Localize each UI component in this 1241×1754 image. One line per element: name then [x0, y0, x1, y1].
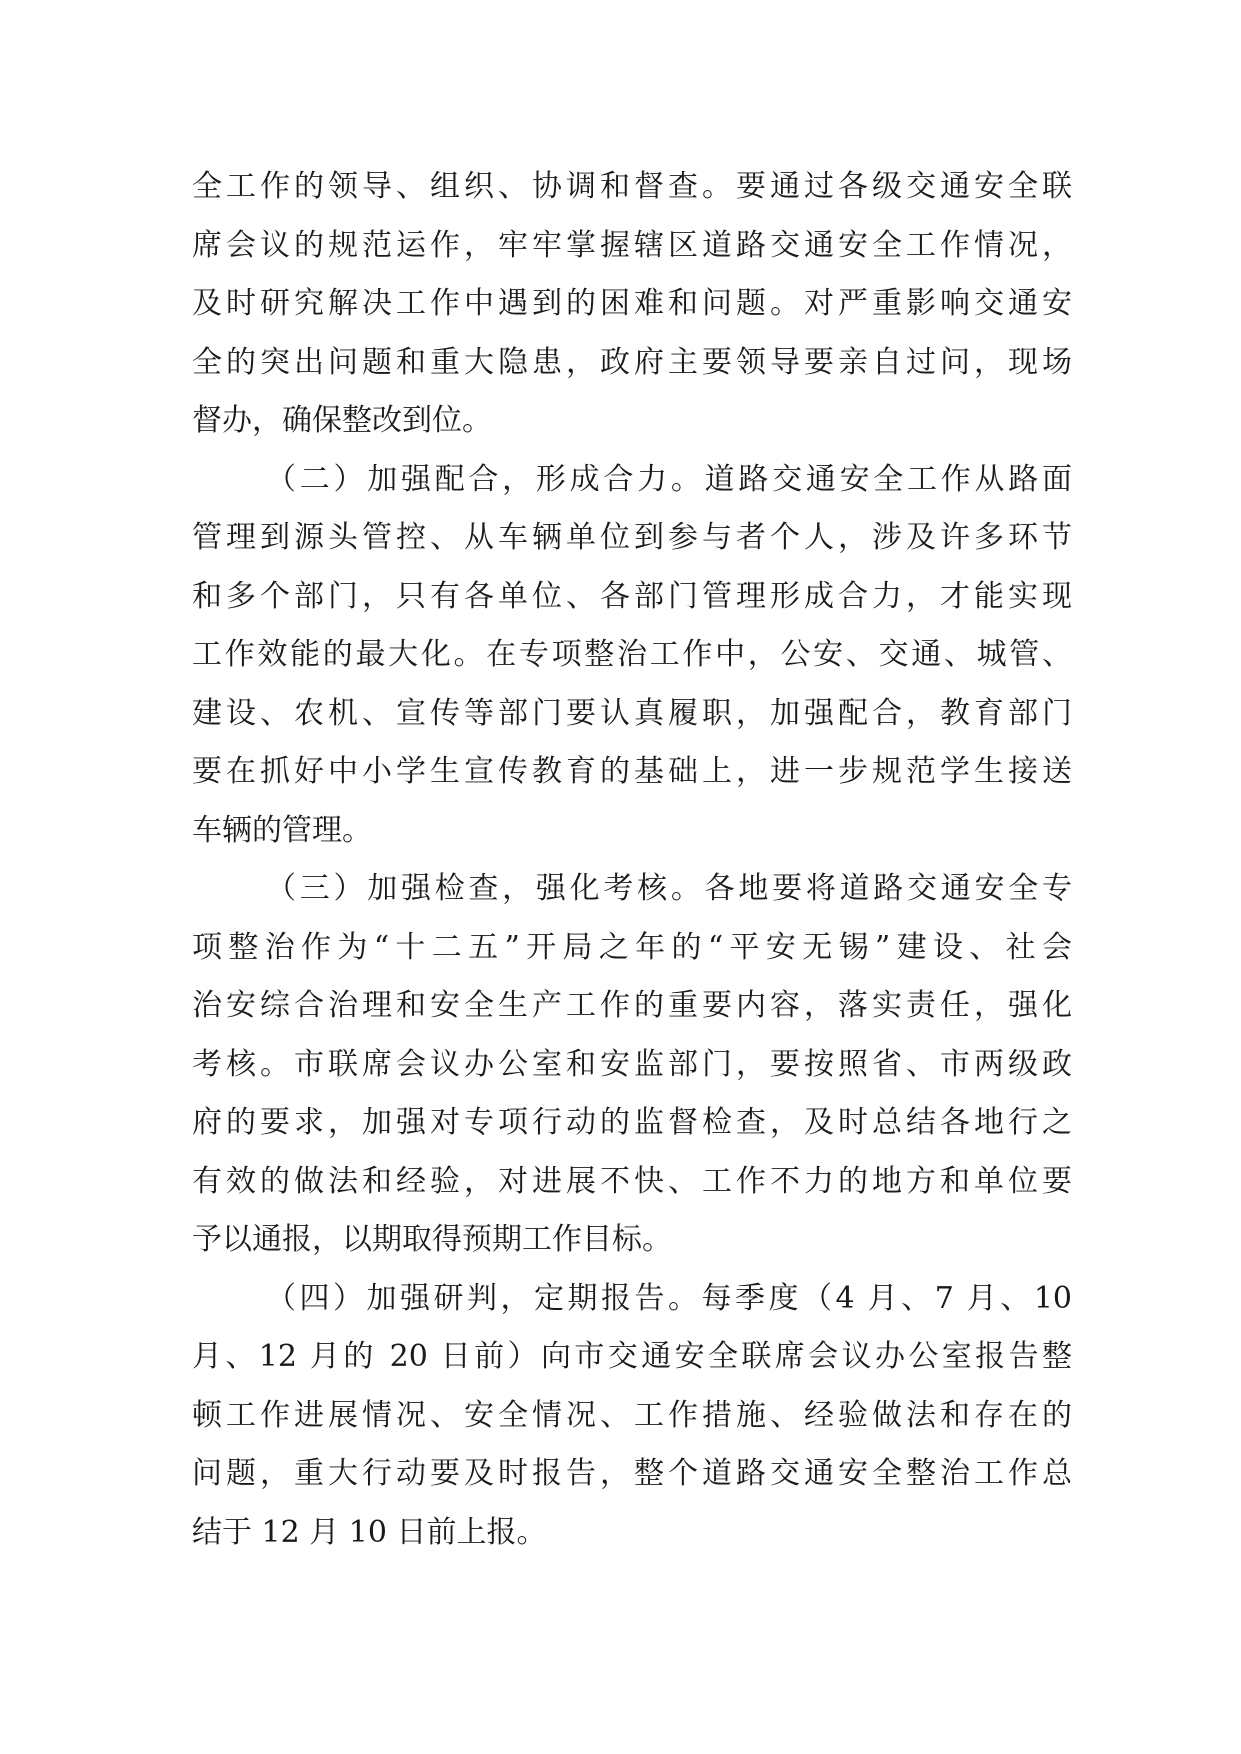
- section-heading-line: （三）加强检查，强化考核。各地要将道路交通安全专: [266, 871, 1072, 906]
- document-body: [192, 158, 1072, 1562]
- text-line: 及时研究解决工作中遇到的困难和问题。对严重影响交通安: [192, 286, 1072, 321]
- text-line: 顿工作进展情况、安全情况、工作措施、经验做法和存在的: [192, 1397, 1072, 1433]
- text-line: 要在抓好中小学生宣传教育的基础上，进一步规范学生接送: [192, 754, 1072, 789]
- text-line: 督办，确保整改到位。: [192, 403, 492, 438]
- text-line: 项整治作为“十二五”开局之年的“平安无锡”建设、社会: [192, 929, 1072, 965]
- section-heading-line: （四）加强研判，定期报告。每季度（4 月、7 月、10: [266, 1280, 1072, 1316]
- text-line: 全的突出问题和重大隐患，政府主要领导要亲自过问，现场: [192, 344, 1072, 380]
- section-heading-line: （二）加强配合，形成合力。道路交通安全工作从路面: [266, 461, 1072, 497]
- text-line: 车辆的管理。: [192, 812, 372, 848]
- text-line: 考核。市联席会议办公室和安监部门，要按照省、市两级政: [192, 1046, 1072, 1082]
- text-line: 有效的做法和经验，对进展不快、工作不力的地方和单位要: [192, 1163, 1072, 1199]
- text-line: 工作效能的最大化。在专项整治工作中，公安、交通、城管、: [192, 637, 1072, 672]
- text-line: 结于 12 月 10 日前上报。: [192, 1514, 547, 1550]
- text-line: 和多个部门，只有各单位、各部门管理形成合力，才能实现: [192, 578, 1072, 614]
- text-line: 问题，重大行动要及时报告，整个道路交通安全整治工作总: [192, 1456, 1072, 1491]
- text-line: 全工作的领导、组织、协调和督查。要通过各级交通安全联: [192, 169, 1072, 204]
- text-line: 予以通报，以期取得预期工作目标。: [192, 1222, 672, 1257]
- text-line: 府的要求，加强对专项行动的监督检查，及时总结各地行之: [192, 1105, 1072, 1140]
- text-line: 管理到源头管控、从车辆单位到参与者个人，涉及许多环节: [192, 520, 1072, 555]
- text-line: 治安综合治理和安全生产工作的重要内容，落实责任，强化: [192, 988, 1072, 1023]
- text-line: 月、12 月的 20 日前）向市交通安全联席会议办公室报告整: [192, 1339, 1072, 1374]
- text-line: 席会议的规范运作，牢牢掌握辖区道路交通安全工作情况，: [192, 227, 1072, 263]
- text-line: 建设、农机、宣传等部门要认真履职，加强配合，教育部门: [192, 695, 1072, 731]
